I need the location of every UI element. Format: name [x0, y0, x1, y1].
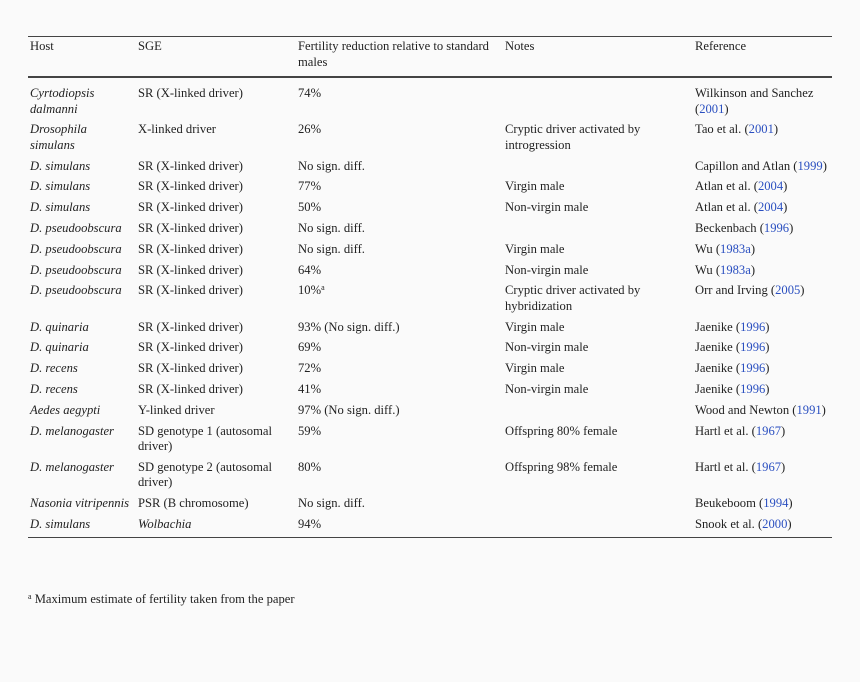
table-row: [28, 122, 832, 158]
reference-cell: Wu (1983a): [695, 241, 756, 256]
host-name: D. pseudoobscura: [30, 241, 122, 256]
host-name: D. quinaria: [30, 340, 89, 355]
fertility-cell: [296, 460, 503, 496]
host-name: D. pseudoobscura: [30, 283, 122, 298]
fertility-value: 77%: [298, 179, 322, 194]
fertility-cell: [296, 221, 503, 242]
footnote: [28, 592, 295, 607]
sge-cell: [136, 263, 296, 284]
notes-value: Non-virgin male: [505, 262, 589, 277]
reference-authors: Beukeboom: [695, 496, 756, 511]
fertility-cell: [296, 179, 503, 200]
fertility-value: No sign. diff.: [298, 496, 365, 511]
host-name: D. pseudoobscura: [30, 262, 122, 277]
host-cell: [28, 320, 136, 341]
fertility-cell: [296, 283, 503, 319]
table-row: [28, 424, 832, 460]
table-row: [28, 382, 832, 403]
header-fertility: Fertility reduction relative to standard males: [296, 37, 503, 78]
reference-year-link[interactable]: 1983a: [720, 241, 751, 256]
fertility-value: 74%: [298, 86, 322, 100]
fertility-value: 26%: [298, 122, 322, 137]
reference-year-link[interactable]: 1999: [797, 158, 823, 173]
host-name: D. simulans: [30, 200, 91, 215]
table-row: [28, 320, 832, 341]
notes-cell: [503, 340, 693, 361]
table-row: [28, 460, 832, 496]
footnote-ref: a: [321, 283, 325, 293]
reference-year-link[interactable]: 1996: [740, 382, 766, 397]
table-row: [28, 179, 832, 200]
notes-cell: [503, 77, 693, 122]
sge-value: X-linked driver: [138, 122, 216, 137]
sge-value: SR (X-linked driver): [138, 262, 243, 277]
reference-cell: Snook et al. (2000): [693, 517, 832, 537]
sge-value: Y-linked driver: [138, 402, 215, 417]
reference-cell: Tao et al. (2001): [695, 122, 779, 137]
table-row: [28, 403, 832, 424]
table-row: [28, 159, 832, 180]
table-row: [28, 263, 832, 284]
host-cell: [28, 460, 136, 496]
notes-cell: [503, 424, 693, 460]
host-cell: [28, 159, 136, 180]
sge-value: Wolbachia: [138, 517, 192, 532]
reference-cell: Atlan et al. (2004): [695, 179, 788, 194]
fertility-value: 97% (No sign. diff.): [298, 402, 400, 417]
host-cell: [28, 221, 136, 242]
notes-cell: [503, 517, 693, 537]
table-row: [28, 496, 832, 517]
host-cell: [28, 361, 136, 382]
table-row: [28, 77, 832, 122]
table-row: [28, 361, 832, 382]
host-name: D. pseudoobscura: [30, 220, 122, 235]
reference-authors: Capillon and Atlan: [695, 158, 791, 173]
fertility-value: No sign. diff.: [298, 220, 365, 235]
reference-authors: Jaenike: [695, 361, 733, 376]
notes-value: Cryptic driver activated by introgression: [505, 122, 641, 152]
fertility-cell: [296, 320, 503, 341]
reference-cell: Hartl et al. (1967): [695, 423, 786, 438]
host-name: D. recens: [30, 382, 78, 397]
host-cell: [28, 424, 136, 460]
fertility-value: 50%: [298, 200, 322, 215]
header-reference: Reference: [693, 37, 832, 78]
host-cell: [28, 403, 136, 424]
sge-value: SR (X-linked driver): [138, 340, 243, 355]
reference-year-link[interactable]: 1967: [755, 459, 782, 474]
notes-value: Offspring 98% female: [505, 459, 618, 474]
sge-value: SR (X-linked driver): [138, 382, 243, 397]
fertility-cell: [296, 122, 503, 158]
fertility-value: 94%: [298, 517, 322, 532]
table-body: [28, 77, 832, 537]
sge-cell: [136, 424, 296, 460]
sge-value: SR (X-linked driver): [138, 86, 243, 100]
reference-authors: Hartl et al.: [695, 459, 749, 474]
sge-cell: [136, 242, 296, 263]
reference-authors: Tao et al.: [695, 122, 742, 137]
reference-authors: Hartl et al.: [695, 423, 749, 438]
sge-value: PSR (B chromosome): [138, 496, 249, 511]
host-cell: [28, 283, 136, 319]
notes-cell: [503, 496, 693, 517]
reference-authors: Atlan et al.: [695, 200, 751, 215]
sge-cell: [136, 320, 296, 341]
host-name: D. recens: [30, 361, 78, 376]
sge-value: SR (X-linked driver): [138, 220, 243, 235]
notes-cell: [503, 159, 693, 180]
fertility-cell: [296, 340, 503, 361]
reference-cell: Beukeboom (1994): [695, 496, 793, 511]
sge-value: SR (X-linked driver): [138, 179, 243, 194]
reference-cell: Wu (1983a): [695, 262, 756, 277]
reference-year-link[interactable]: 1983a: [720, 262, 751, 277]
host-cell: [28, 496, 136, 517]
header-sge: SGE: [136, 37, 296, 78]
sge-cell: [136, 200, 296, 221]
sge-value: SR (X-linked driver): [138, 319, 243, 334]
notes-cell: [503, 460, 693, 496]
notes-value: Cryptic driver activated by hybridization: [505, 283, 641, 313]
reference-authors: Wu: [695, 262, 713, 277]
reference-authors: Beckenbach: [695, 220, 757, 235]
reference-authors: Jaenike: [695, 340, 733, 355]
notes-value: Virgin male: [505, 361, 565, 376]
table-row: [28, 340, 832, 361]
reference-year-link[interactable]: 2004: [757, 200, 784, 215]
notes-value: Non-virgin male: [505, 340, 589, 355]
host-name: Drosophila simulans: [30, 122, 87, 152]
sge-cell: [136, 460, 296, 496]
reference-year-link[interactable]: 1994: [763, 496, 789, 511]
reference-cell: Capillon and Atlan (1999): [695, 158, 827, 173]
reference-year-link[interactable]: 2005: [775, 283, 801, 298]
fertility-cell: [296, 200, 503, 221]
notes-cell: [503, 320, 693, 341]
sge-value: SD genotype 2 (autosomal driver): [138, 459, 272, 490]
notes-cell: [503, 242, 693, 263]
reference-year-link[interactable]: 1967: [755, 423, 782, 438]
reference-authors: Snook et al.: [695, 517, 755, 532]
fertility-cell: [296, 496, 503, 517]
notes-cell: [503, 403, 693, 424]
reference-authors: Wu: [695, 241, 713, 256]
reference-year-link[interactable]: 1996: [740, 319, 766, 334]
reference-cell: Jaenike (1996): [695, 340, 770, 355]
notes-value: Virgin male: [505, 319, 565, 334]
notes-value: Offspring 80% female: [505, 423, 618, 438]
notes-value: Non-virgin male: [505, 200, 589, 215]
notes-cell: [503, 283, 693, 319]
fertility-value: 10%: [298, 283, 322, 298]
reference-year-link[interactable]: 1996: [740, 340, 766, 355]
fertility-value: 64%: [298, 262, 322, 277]
notes-value: Non-virgin male: [505, 382, 589, 397]
header-notes: Notes: [503, 37, 693, 78]
sge-value: SR (X-linked driver): [138, 241, 243, 256]
reference-year-link[interactable]: 1996: [740, 361, 766, 376]
fertility-value: No sign. diff.: [298, 158, 365, 173]
host-cell: [28, 517, 136, 537]
notes-value: Virgin male: [505, 241, 565, 256]
reference-year-link[interactable]: 2004: [757, 179, 784, 194]
fertility-value: 69%: [298, 340, 322, 355]
reference-year-link[interactable]: 2001: [748, 122, 774, 137]
reference-authors: Jaenike: [695, 382, 733, 397]
reference-authors: Jaenike: [695, 319, 733, 334]
host-cell: [28, 382, 136, 403]
table-row: [28, 242, 832, 263]
fertility-cell: [296, 263, 503, 284]
header-row: [28, 37, 832, 78]
table-row: [28, 517, 832, 537]
reference-authors: Wilkinson and Sanchez: [695, 86, 814, 100]
reference-cell: Jaenike (1996): [695, 319, 770, 334]
notes-cell: [503, 263, 693, 284]
host-name: D. melanogaster: [30, 423, 114, 438]
notes-cell: [503, 221, 693, 242]
host-name: Aedes aegypti: [30, 402, 101, 417]
reference-cell: Orr and Irving (2005): [695, 283, 805, 298]
footnote-text: Maximum estimate of fertility taken from the paper: [34, 592, 295, 606]
reference-authors: Wood and Newton: [695, 402, 790, 417]
reference-cell: Wilkinson and Sanchez (2001): [695, 86, 814, 116]
sge-cell: [136, 122, 296, 158]
host-name: D. simulans: [30, 179, 91, 194]
fertility-cell: [296, 242, 503, 263]
fertility-cell: [296, 159, 503, 180]
sge-cell: [136, 283, 296, 319]
table-row: [28, 283, 832, 319]
sge-cell: [136, 361, 296, 382]
sge-cell: [136, 221, 296, 242]
fertility-value: 72%: [298, 361, 322, 376]
host-name: D. simulans: [30, 158, 91, 173]
host-cell: [28, 263, 136, 284]
table-row: [28, 200, 832, 221]
fertility-cell: [296, 361, 503, 382]
sge-cell: [136, 496, 296, 517]
reference-year-link[interactable]: 2001: [699, 101, 725, 116]
host-cell: [28, 242, 136, 263]
reference-cell: Jaenike (1996): [695, 361, 770, 376]
reference-cell: Beckenbach (1996): [695, 220, 794, 235]
host-name: D. quinaria: [30, 319, 89, 334]
sge-cell: [136, 382, 296, 403]
notes-cell: [503, 361, 693, 382]
fertility-cell: [296, 403, 503, 424]
reference-authors: Atlan et al.: [695, 179, 751, 194]
sge-cell: [136, 340, 296, 361]
fertility-cell: [296, 382, 503, 403]
reference-cell: Atlan et al. (2004): [695, 200, 788, 215]
reference-year-link[interactable]: 1991: [796, 402, 822, 417]
sge-value: SD genotype 1 (autosomal driver): [138, 423, 272, 454]
sge-cell: [136, 179, 296, 200]
host-name: Cyrtodiopsis dalmanni: [30, 86, 95, 116]
notes-cell: [503, 179, 693, 200]
reference-cell: Wood and Newton (1991): [695, 402, 826, 417]
fertility-value: No sign. diff.: [298, 241, 365, 256]
reference-cell: Hartl et al. (1967): [695, 459, 786, 474]
reference-year-link[interactable]: 2000: [762, 517, 788, 532]
host-cell: [28, 200, 136, 221]
sge-cell: [136, 159, 296, 180]
footnote-marker: a: [28, 592, 32, 601]
host-cell: [28, 77, 136, 122]
reference-year-link[interactable]: 1996: [763, 220, 790, 235]
host-cell: [28, 340, 136, 361]
host-name: D. simulans: [30, 517, 91, 532]
host-cell: [28, 179, 136, 200]
sge-value: SR (X-linked driver): [138, 200, 243, 215]
sge-cell: [136, 77, 296, 122]
fertility-cell: [296, 77, 503, 122]
notes-cell: [503, 122, 693, 158]
sge-value: SR (X-linked driver): [138, 283, 243, 298]
fertility-cell: [296, 517, 503, 537]
notes-cell: [503, 382, 693, 403]
notes-cell: [503, 200, 693, 221]
fertility-value: 41%: [298, 382, 322, 397]
reference-cell: Jaenike (1996): [695, 382, 770, 397]
notes-value: Virgin male: [505, 179, 565, 194]
fertility-cell: [296, 424, 503, 460]
host-cell: [28, 122, 136, 158]
host-name: D. melanogaster: [30, 459, 114, 474]
sge-cell: [136, 403, 296, 424]
reference-authors: Orr and Irving: [695, 283, 768, 298]
sge-value: SR (X-linked driver): [138, 361, 243, 376]
host-name: Nasonia vitripennis: [30, 496, 130, 511]
fertility-value: 93% (No sign. diff.): [298, 319, 400, 334]
fertility-value: 80%: [298, 459, 322, 474]
data-table: [28, 36, 832, 538]
sge-cell: [136, 517, 296, 537]
header-host: Host: [28, 37, 136, 78]
fertility-value: 59%: [298, 423, 322, 438]
table-row: [28, 221, 832, 242]
sge-value: SR (X-linked driver): [138, 158, 243, 173]
